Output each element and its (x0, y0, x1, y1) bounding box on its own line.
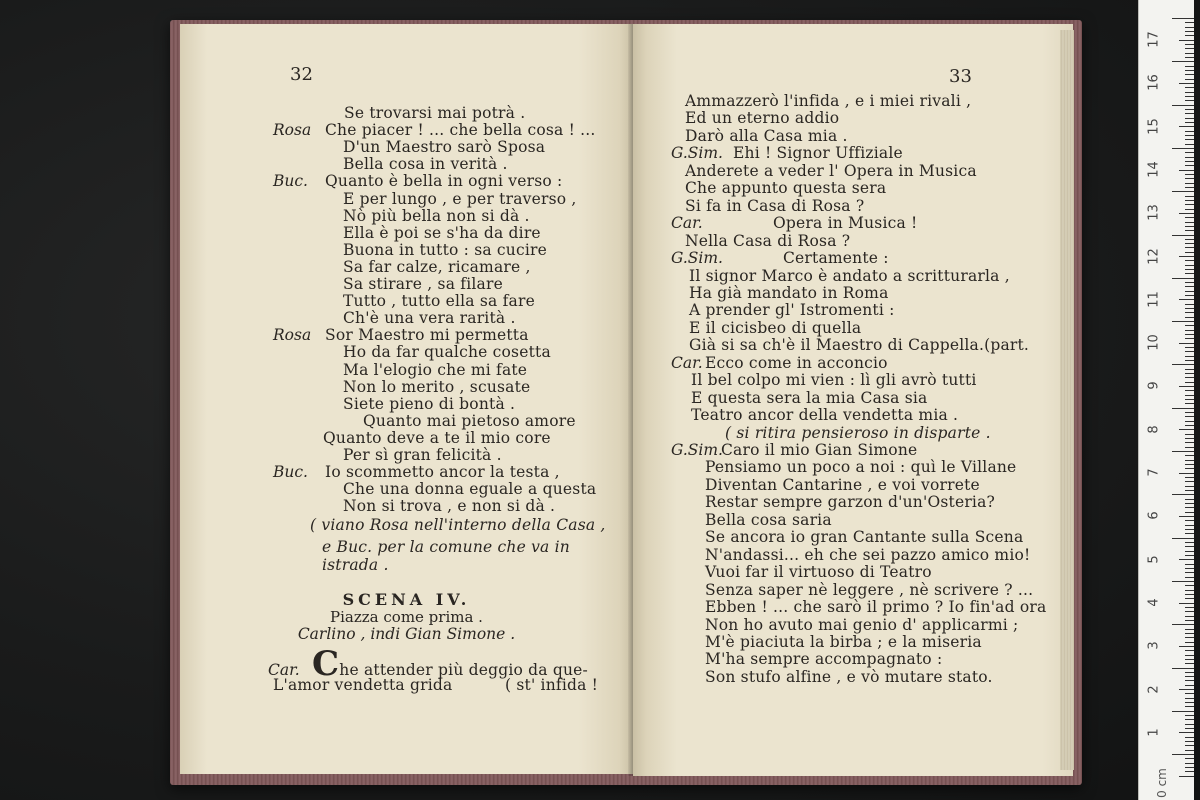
verse-line: Ecco come in acconcio (705, 353, 888, 372)
verse-line: Se ancora io gran Cantante sulla Scena (705, 528, 1024, 547)
verse-line: Il bel colpo mi vien : lì gli avrò tutti (691, 371, 977, 390)
left-page (180, 24, 633, 774)
verse-line: Bella cosa saria (705, 510, 832, 529)
ruler-tick (1185, 481, 1194, 482)
ruler-tick (1179, 343, 1194, 344)
ruler-tick (1185, 416, 1194, 417)
stage-direction: e Buc. per la comune che va in (322, 538, 570, 556)
ruler-tick (1185, 486, 1194, 487)
verse-line: Io scommetto ancor la testa , (325, 463, 560, 482)
ruler-tick (1179, 83, 1194, 84)
ruler-number: 3 (1146, 641, 1162, 650)
ruler-tick (1185, 551, 1194, 552)
ruler-tick (1185, 183, 1194, 184)
verse-line: Tutto , tutto ella sa fare (343, 292, 535, 311)
verse-line: Darò alla Casa mia . (685, 126, 848, 145)
ruler-tick (1185, 585, 1194, 586)
ruler-tick (1185, 577, 1194, 578)
stage-direction: ( viano Rosa nell'interno della Casa , (310, 516, 606, 534)
ruler-tick (1179, 603, 1194, 604)
ruler-tick (1185, 685, 1194, 686)
ruler-tick (1185, 455, 1194, 456)
verse-line: Già si sa ch'è il Maestro di Cappella.(part. (689, 336, 1030, 355)
ruler-tick (1185, 637, 1194, 638)
verse-line: Caro il mio Gian Simone (721, 441, 918, 459)
ruler-tick (1185, 209, 1194, 210)
ruler-tick (1172, 408, 1194, 409)
verse-line: Nella Casa di Rosa ? (685, 231, 851, 250)
page-number: 32 (290, 64, 313, 85)
ruler-tick (1185, 412, 1194, 413)
verse-line: Teatro ancor della vendetta mia . (691, 406, 959, 425)
ruler-tick (1185, 438, 1194, 439)
ruler-tick (1185, 464, 1194, 465)
ruler-tick (1185, 157, 1194, 158)
ruler-tick (1185, 546, 1194, 547)
ruler-tick (1185, 676, 1194, 677)
verse-line: Diventan Cantarine , e voi vorrete (705, 475, 980, 494)
page-number: 33 (949, 66, 972, 87)
speaker-label: Car. (671, 214, 703, 233)
verse-line: E questa sera la mia Casa sia (691, 388, 928, 407)
scene-setting: Piazza come prima . (330, 608, 483, 626)
ruler-tick (1185, 44, 1194, 45)
ruler-tick (1185, 200, 1194, 201)
ruler-tick (1185, 702, 1194, 703)
ruler-tick (1185, 468, 1194, 469)
ruler-tick (1185, 572, 1194, 573)
ruler-tick (1185, 135, 1194, 136)
verse-line: Quanto mai pietoso amore (363, 411, 576, 430)
ruler-tick (1185, 109, 1194, 110)
speaker-label: Car. (671, 353, 703, 372)
ruler-tick (1185, 598, 1194, 599)
ruler-tick (1185, 286, 1194, 287)
verse-line: Si fa in Casa di Rosa ? (685, 196, 865, 215)
verse-line: Il signor Marco è andato a scritturarla , (689, 266, 1010, 285)
ruler-tick (1185, 680, 1194, 681)
ruler-number: 12 (1146, 247, 1162, 265)
ruler-tick (1185, 642, 1194, 643)
ruler-tick (1172, 754, 1194, 755)
scene-title: SCENA IV. (342, 590, 471, 609)
ruler-tick (1172, 18, 1194, 19)
ruler-tick (1185, 693, 1194, 694)
verse-line: Se trovarsi mai potrà . (344, 104, 526, 122)
ruler-tick (1185, 607, 1194, 608)
ruler-tick (1185, 369, 1194, 370)
ruler-tick (1185, 499, 1194, 500)
ruler-tick (1172, 321, 1194, 322)
ruler-tick (1185, 763, 1194, 764)
verse-line: L'amor vendetta grida (273, 676, 453, 694)
ruler-tick (1185, 282, 1194, 283)
ruler-tick (1179, 516, 1194, 517)
ruler-tick (1185, 512, 1194, 513)
ruler-tick (1185, 53, 1194, 54)
ruler-tick (1185, 338, 1194, 339)
ruler-tick (1172, 711, 1194, 712)
ruler-tick (1185, 330, 1194, 331)
ruler-tick (1185, 490, 1194, 491)
verse-line: Non lo merito , scusate (343, 377, 531, 396)
ruler-tick (1185, 650, 1194, 651)
speaker-label: Rosa (273, 326, 312, 345)
ruler-number: 2 (1146, 684, 1162, 694)
speaker-label: G.Sim. (671, 249, 723, 268)
scene-characters: Carlino , indi Gian Simone . (297, 625, 516, 643)
ruler-tick (1185, 92, 1194, 93)
ruler-tick (1185, 373, 1194, 374)
ruler-tick (1185, 737, 1194, 738)
ruler-tick (1179, 689, 1194, 690)
verse-line: Quanto deve a te il mio core (323, 428, 551, 447)
ruler-tick (1185, 247, 1194, 248)
ruler-tick (1185, 96, 1194, 97)
ruler-tick (1185, 395, 1194, 396)
ruler-tick (1185, 663, 1194, 664)
ruler-tick (1185, 715, 1194, 716)
ruler-tick (1172, 668, 1194, 669)
ruler-tick (1185, 230, 1194, 231)
verse-line: Anderete a veder l' Opera in Musica (685, 161, 977, 180)
verse-line: Che appunto questa sera (685, 179, 887, 198)
ruler-tick (1185, 377, 1194, 378)
ruler-tick (1172, 451, 1194, 452)
verse-line: N'andassi... eh che sei pazzo amico mio! (705, 545, 1031, 564)
ruler-tick (1185, 252, 1194, 253)
ruler-tick (1185, 196, 1194, 197)
verse-line: ( si ritira pensieroso in disparte . (725, 423, 991, 442)
ruler-tick (1179, 646, 1194, 647)
verse-line: Ehi ! Signor Uffiziale (733, 144, 903, 163)
ruler-tick (1179, 170, 1194, 171)
speaker-label: G.Sim. (671, 441, 723, 459)
ruler-tick (1185, 178, 1194, 179)
ruler-tick (1185, 672, 1194, 673)
ruler-tick (1185, 174, 1194, 175)
ruler-tick (1185, 118, 1194, 119)
ruler-tick (1179, 559, 1194, 560)
verse-line: Son stufo alfine , e vò mutare stato. (705, 667, 993, 686)
ruler-tick (1185, 217, 1194, 218)
ruler-tick (1185, 295, 1194, 296)
verse-line: Nò più bella non si dà . (343, 206, 530, 225)
ruler-tick (1185, 334, 1194, 335)
ruler-tick (1185, 542, 1194, 543)
ruler-tick (1185, 48, 1194, 49)
verse-line: Quanto è bella in ogni verso : (325, 172, 563, 191)
ruler-tick (1185, 100, 1194, 101)
verse-line: Che una donna eguale a questa (343, 480, 597, 499)
ruler-tick (1185, 269, 1194, 270)
stage-direction: istrada . (322, 556, 389, 574)
ruler-tick (1185, 659, 1194, 660)
ruler-tick (1179, 429, 1194, 430)
ruler-number: 14 (1146, 161, 1162, 178)
verse-line: Ma l'elogio che mi fate (343, 360, 528, 379)
ruler-tick (1185, 113, 1194, 114)
ruler-tick (1185, 57, 1194, 58)
ruler-tick (1185, 529, 1194, 530)
ruler-tick (1185, 165, 1194, 166)
verse-line: Ed un eterno addio (685, 109, 840, 128)
ruler-tick (1172, 61, 1194, 62)
ruler-tick (1185, 477, 1194, 478)
ruler-tick (1185, 204, 1194, 205)
ruler-tick (1185, 144, 1194, 145)
verse-line: Sor Maestro mi permetta (325, 326, 529, 345)
ruler-tick (1179, 126, 1194, 127)
ruler-tick (1185, 594, 1194, 595)
verse-line: Ch'è una vera rarità . (343, 309, 516, 328)
verse-line: Opera in Musica ! (773, 214, 918, 233)
ruler-tick (1185, 655, 1194, 656)
ruler-tick (1179, 256, 1194, 257)
ruler-tick (1185, 442, 1194, 443)
aside-text: ( st' infida ! (505, 676, 599, 694)
ruler-tick (1179, 386, 1194, 387)
speaker-label: G.Sim. (671, 144, 723, 163)
ruler-tick (1185, 533, 1194, 534)
drop-cap: C (312, 644, 340, 684)
ruler-tick (1185, 611, 1194, 612)
ruler-number: 7 (1146, 468, 1162, 477)
verse-line: Buona in tutto : sa cucire (343, 240, 548, 259)
ruler-tick (1185, 382, 1194, 383)
verse-line: Per sì gran felicità . (343, 446, 502, 464)
ruler-number: 16 (1146, 74, 1162, 92)
ruler-tick (1185, 152, 1194, 153)
ruler-tick (1185, 291, 1194, 292)
ruler-tick (1185, 347, 1194, 348)
verse-line: M'ha sempre accompagnato : (705, 650, 943, 669)
verse-line: D'un Maestro sarò Sposa (343, 138, 546, 157)
verse-line: Non ho avuto mai genio d' applicarmi ; (705, 615, 1019, 634)
ruler-tick (1185, 226, 1194, 227)
ruler-tick (1185, 351, 1194, 352)
ruler-tick (1185, 434, 1194, 435)
ruler-tick (1185, 27, 1194, 28)
verse-line: Bella cosa in verità . (343, 155, 508, 174)
verse-line: M'è piaciuta la birba ; e la miseria (705, 632, 982, 651)
ruler-tick (1185, 590, 1194, 591)
ruler-tick (1185, 131, 1194, 132)
ruler-tick (1185, 243, 1194, 244)
verse-line: A prender gl' Istromenti : (689, 301, 895, 320)
ruler-tick (1185, 698, 1194, 699)
ruler-tick (1185, 35, 1194, 36)
ruler-tick (1185, 750, 1194, 751)
ruler-tick (1185, 771, 1194, 772)
verse-line: Che piacer ! ... che bella cosa ! ... (325, 121, 596, 140)
ruler-number: 8 (1146, 425, 1162, 434)
verse-line: Non si trova , e non si dà . (343, 497, 556, 516)
ruler-tick (1185, 317, 1194, 318)
ruler-tick (1185, 724, 1194, 725)
ruler-tick (1185, 616, 1194, 617)
ruler-tick (1185, 22, 1194, 23)
ruler-tick (1185, 273, 1194, 274)
ruler-tick (1185, 767, 1194, 768)
ruler-tick (1185, 399, 1194, 400)
speaker-label: Buc. (273, 463, 308, 482)
verse-line: Ella è poi se s'ha da dire (343, 223, 541, 242)
ruler-tick (1172, 105, 1194, 106)
ruler-tick (1179, 213, 1194, 214)
measuring-ruler (1138, 0, 1194, 800)
verse-line: Sa stirare , sa filare (343, 275, 503, 293)
ruler-tick (1185, 187, 1194, 188)
ruler-number: 4 (1146, 598, 1162, 607)
ruler-tick (1185, 356, 1194, 357)
ruler-tick (1179, 473, 1194, 474)
ruler-tick (1185, 728, 1194, 729)
ruler-tick (1185, 719, 1194, 720)
ruler-tick (1185, 308, 1194, 309)
ruler-tick (1185, 66, 1194, 67)
ruler-tick (1172, 538, 1194, 539)
ruler-tick (1185, 620, 1194, 621)
verse-line: Vuoi far il virtuoso di Teatro (705, 563, 932, 582)
ruler-tick (1185, 741, 1194, 742)
ruler-number: 5 (1146, 554, 1162, 564)
speaker-label: Rosa (273, 121, 312, 140)
ruler-tick (1185, 745, 1194, 746)
ruler-number: 11 (1146, 291, 1162, 308)
ruler-tick (1172, 235, 1194, 236)
ruler-tick (1185, 87, 1194, 88)
verse-line: E il cicisbeo di quella (689, 318, 862, 337)
ruler-tick (1185, 390, 1194, 391)
verse-line: Ha già mandato in Roma (689, 283, 889, 302)
ruler-unit-label: 0 cm (1154, 768, 1169, 798)
ruler-number: 17 (1146, 31, 1162, 48)
ruler-number: 9 (1146, 381, 1162, 391)
right-page (633, 24, 1073, 776)
verse-line: Sa far calze, ricamare , (343, 257, 531, 276)
verse-line: Ho da far qualche cosetta (343, 343, 551, 362)
ruler-tick (1172, 364, 1194, 365)
speaker-label: Car. (268, 661, 300, 679)
ruler-tick (1185, 525, 1194, 526)
ruler-tick (1185, 304, 1194, 305)
ruler-number: 10 (1146, 334, 1162, 351)
ruler-tick (1179, 732, 1194, 733)
ruler-tick (1179, 776, 1194, 777)
ruler-tick (1185, 161, 1194, 162)
ruler-tick (1185, 460, 1194, 461)
ruler-tick (1185, 403, 1194, 404)
ruler-tick (1172, 624, 1194, 625)
ruler-tick (1185, 564, 1194, 565)
page-edges (1060, 30, 1074, 770)
ruler-tick (1172, 148, 1194, 149)
ruler-tick (1185, 421, 1194, 422)
ruler-tick (1185, 79, 1194, 80)
ruler-number: 1 (1146, 728, 1162, 737)
ruler-tick (1172, 494, 1194, 495)
ruler-tick (1185, 520, 1194, 521)
ruler-tick (1185, 425, 1194, 426)
ruler-tick (1185, 239, 1194, 240)
verse-line: Senza saper nè leggere , nè scrivere ? ... (705, 580, 1034, 599)
ruler-tick (1185, 503, 1194, 504)
ruler-tick (1185, 555, 1194, 556)
ruler-tick (1185, 360, 1194, 361)
verse-line: E per lungo , e per traverso , (343, 189, 577, 208)
ruler-tick (1172, 278, 1194, 279)
ruler-tick (1185, 325, 1194, 326)
ruler-number: 6 (1146, 511, 1162, 520)
ruler-tick (1172, 191, 1194, 192)
ruler-tick (1185, 260, 1194, 261)
ruler-tick (1185, 31, 1194, 32)
verse-line: Siete pieno di bontà . (343, 394, 516, 413)
ruler-tick (1179, 40, 1194, 41)
ruler-tick (1185, 447, 1194, 448)
ruler-tick (1185, 122, 1194, 123)
ruler-tick (1185, 222, 1194, 223)
verse-line: Ebben ! ... che sarò il primo ? Io fin'ad ora (705, 598, 1047, 617)
ruler-tick (1185, 633, 1194, 634)
ruler-tick (1185, 70, 1194, 71)
verse-line: Certamente : (783, 249, 889, 268)
ruler-tick (1185, 74, 1194, 75)
verse-line: Restar sempre garzon d'un'Osteria? (705, 493, 996, 512)
ruler-tick (1185, 312, 1194, 313)
ruler-tick (1185, 507, 1194, 508)
ruler-tick (1185, 568, 1194, 569)
ruler-number: 15 (1146, 117, 1162, 135)
verse-text: he attender più deggio da que- (339, 661, 588, 679)
ruler-tick (1185, 706, 1194, 707)
speaker-label: Buc. (273, 172, 308, 191)
ruler-tick (1185, 758, 1194, 759)
ruler-tick (1185, 629, 1194, 630)
ruler-tick (1185, 139, 1194, 140)
ruler-number: 13 (1146, 204, 1162, 221)
verse-line: Ammazzerò l'infida , e i miei rivali , (685, 92, 972, 110)
verse-line: Pensiamo un poco a noi : quì le Villane (705, 458, 1017, 477)
ruler-tick (1179, 299, 1194, 300)
ruler-tick (1172, 581, 1194, 582)
ruler-tick (1185, 265, 1194, 266)
